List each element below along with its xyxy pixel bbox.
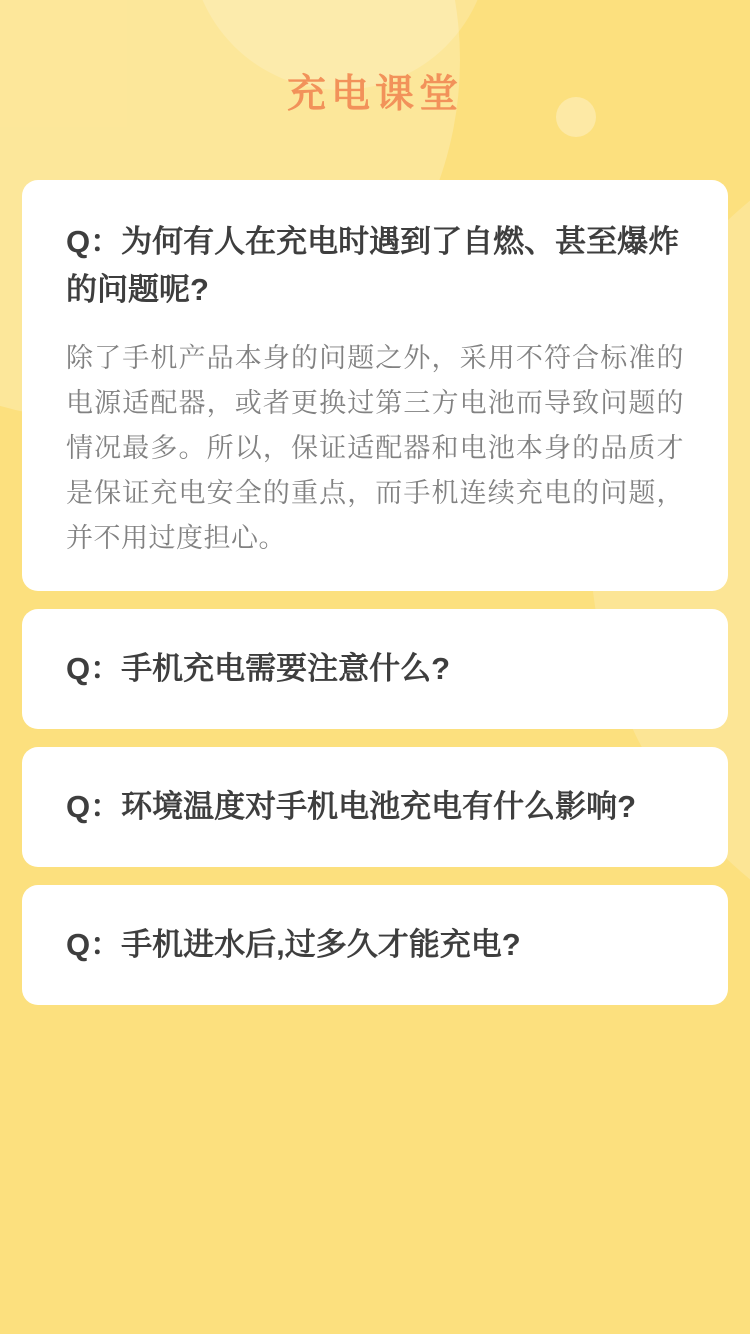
faq-card-water-damage[interactable] <box>22 885 728 1005</box>
faq-list <box>0 180 750 1005</box>
faq-card-ambient-temperature[interactable] <box>22 747 728 867</box>
faq-answer: 除了手机产品本身的问题之外，采用不符合标准的电源适配器，或者更换过第三方电池而导致问题的情况最多。所以，保证适配器和电池本身的品质才是保证充电安全的重点，而手机连续充电的问题，并不用过度担心。 <box>66 343 684 553</box>
faq-question: Q：手机进水后,过多久才能充电? <box>66 927 521 962</box>
faq-question: Q：手机充电需要注意什么? <box>66 651 451 686</box>
faq-card-self-ignition[interactable] <box>22 180 728 591</box>
faq-card-charging-precautions[interactable] <box>22 609 728 729</box>
faq-question: Q：环境温度对手机电池充电有什么影响? <box>66 789 637 824</box>
page-title: 充电课堂 <box>286 73 463 116</box>
faq-question: Q：为何有人在充电时遇到了自燃、甚至爆炸的问题呢? <box>66 224 680 307</box>
